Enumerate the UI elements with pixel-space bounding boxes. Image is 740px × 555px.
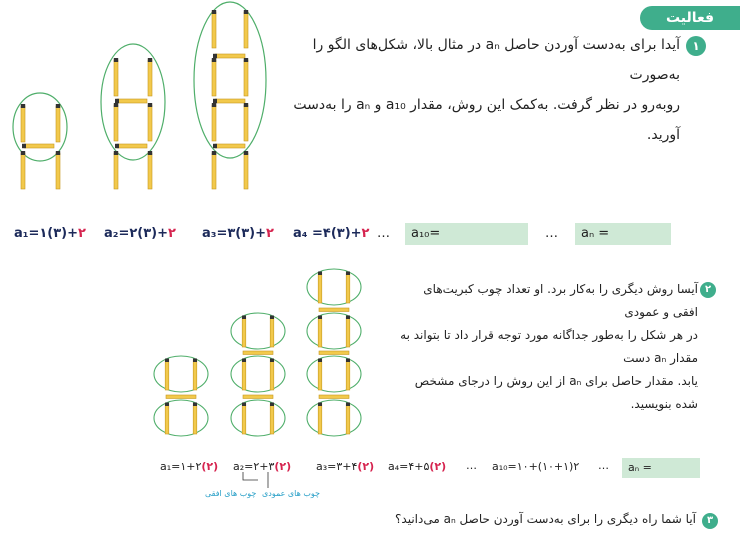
question-2-line-1: آیسا روش دیگری را به‌کار برد. او تعداد چوب کبریت‌های افقی و عمودی	[423, 282, 698, 319]
q2-figure-3	[307, 269, 361, 436]
term-brackets	[243, 472, 268, 488]
activity-badge: فعالیت	[640, 6, 740, 30]
q2-figure-1	[154, 356, 208, 436]
q1-a10-answer-box[interactable]: a₁₀=	[405, 223, 528, 245]
label-horizontal-sticks: چوب های افقی	[205, 489, 257, 498]
q2-formula-3: a₃=۳+۴(۲)	[316, 460, 375, 473]
q1-formula-2: a₂=۲(۳)+۲	[104, 226, 176, 241]
question-2-line-2: در هر شکل را به‌طور جداگانه مورد توجه قرار داد تا بتواند به مقدار aₙ دست	[400, 328, 698, 365]
question-3-text: آیا شما راه دیگری را برای به‌دست آوردن حاصل aₙ می‌دانید؟	[395, 512, 696, 526]
q2-dots-1: …	[466, 459, 477, 472]
q2-formula-1: a₁=۱+۲(۲)	[160, 460, 219, 473]
q2-formula-4: a₄=۴+۵(۲)	[388, 460, 447, 473]
question-1-number: ۱	[686, 36, 706, 56]
q1-formula-3: a₃=۳(۳)+۲	[202, 226, 274, 241]
question-2-line-3: یابد. مقدار حاصل برای aₙ از این روش را درجای مشخص شده بنویسید.	[414, 374, 698, 411]
question-1-line-2: روبه‌رو در نظر گرفت. به‌کمک این روش، مقدار a₁₀ و aₙ را به‌دست آورید.	[293, 97, 680, 143]
q2-formula-2: a₂=۲+۳(۲)	[233, 460, 292, 473]
q2-figure-2	[231, 313, 285, 436]
q1-figure-1	[13, 93, 67, 189]
q1-figure-2	[101, 44, 165, 189]
q2-a10-formula: a₁₀=۱۰+(۱۰+۱)۲	[492, 460, 580, 473]
question-2-text	[398, 278, 698, 416]
question-2-number: ۲	[700, 282, 716, 298]
q1-dots-2: …	[545, 226, 558, 241]
q1-formula-1: a₁=۱(۳)+۲	[14, 226, 86, 241]
q1-dots-1: …	[377, 226, 390, 241]
q1-formula-4: a₄ =۴(۳)+۲	[293, 226, 370, 241]
question-1-line-1: آیدا برای به‌دست آوردن حاصل aₙ در مثال بالا، شکل‌های الگو را به‌صورت	[312, 37, 680, 83]
question-3-number: ۳	[702, 513, 718, 529]
q2-an-answer-box[interactable]: aₙ =	[622, 458, 700, 478]
q2-dots-2: …	[598, 459, 609, 472]
q1-figure-3	[194, 2, 266, 189]
q1-an-answer-box[interactable]: aₙ =	[575, 223, 671, 245]
label-vertical-sticks: چوب های عمودی	[262, 489, 320, 498]
